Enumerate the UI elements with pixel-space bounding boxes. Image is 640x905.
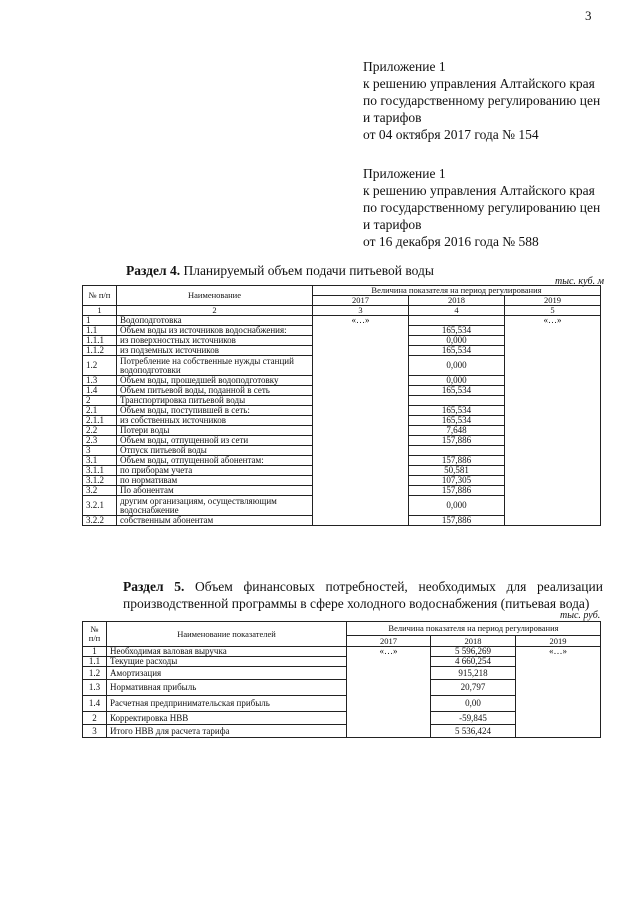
row-number: 1.2 — [83, 356, 117, 376]
row-name: Корректировка НВВ — [107, 712, 347, 725]
appendix-line: от 04 октября 2017 года № 154 — [363, 127, 539, 142]
row-name: Объем воды из источников водоснабжения: — [117, 326, 313, 336]
value-2018 — [409, 396, 505, 406]
row-name: Объем воды, поступившей в сеть: — [117, 406, 313, 416]
row-name: Потери воды — [117, 426, 313, 436]
appendix-line: от 16 декабря 2016 года № 588 — [363, 234, 539, 249]
value-2018: 157,886 — [409, 456, 505, 466]
row-number: 1.1.2 — [83, 346, 117, 356]
row-number: 2.1 — [83, 406, 117, 416]
value-2018: 4 660,254 — [431, 657, 516, 667]
value-2018: 0,000 — [409, 376, 505, 386]
table-row — [83, 647, 601, 657]
value-2018: 0,000 — [409, 496, 505, 516]
row-number: 2.1.1 — [83, 416, 117, 426]
value-2018: 157,886 — [409, 516, 505, 526]
value-2017-placeholder: «…» — [347, 647, 431, 738]
value-2018: 165,534 — [409, 346, 505, 356]
row-name: Необходимая валовая выручка — [107, 647, 347, 657]
row-name: из поверхностных источников — [117, 336, 313, 346]
value-2018: -59,845 — [431, 712, 516, 725]
row-name: Объем питьевой воды, поданной в сеть — [117, 386, 313, 396]
row-number: 3.1 — [83, 456, 117, 466]
row-number: 1.3 — [83, 680, 107, 696]
row-number: 3.1.1 — [83, 466, 117, 476]
value-2018: 165,534 — [409, 386, 505, 396]
row-name: из собственных источников — [117, 416, 313, 426]
row-number: 1.3 — [83, 376, 117, 386]
row-name: Отпуск питьевой воды — [117, 446, 313, 456]
row-name: из подземных источников — [117, 346, 313, 356]
row-number: 1.4 — [83, 696, 107, 712]
appendix-original — [363, 165, 600, 250]
header-year: 2018 — [431, 636, 516, 647]
header-index: 5 — [505, 306, 601, 316]
section4-heading — [126, 262, 434, 279]
appendix-current — [363, 58, 600, 143]
section5-table — [82, 621, 601, 738]
value-2018: 0,000 — [409, 356, 505, 376]
value-2018: 165,534 — [409, 416, 505, 426]
appendix-line: Приложение 1 — [363, 59, 446, 74]
row-name: по приборам учета — [117, 466, 313, 476]
header-year: 2017 — [313, 296, 409, 306]
row-number: 3.1.2 — [83, 476, 117, 486]
value-2018: 5 536,424 — [431, 725, 516, 738]
row-name: По абонентам — [117, 486, 313, 496]
row-name: Амортизация — [107, 667, 347, 680]
value-2018: 915,218 — [431, 667, 516, 680]
header-num: № п/п — [83, 622, 107, 647]
value-2018: 107,305 — [409, 476, 505, 486]
appendix-line: по государственному регулированию цен — [363, 93, 601, 108]
page-number: 3 — [585, 8, 592, 23]
section5-heading — [123, 578, 603, 612]
header-year: 2019 — [516, 636, 601, 647]
row-number: 1.1 — [83, 326, 117, 336]
header-index: 2 — [117, 306, 313, 316]
row-number: 1 — [83, 316, 117, 326]
header-name: Наименование показателей — [107, 622, 347, 647]
value-2018: 5 596,269 — [431, 647, 516, 657]
appendix-line: и тарифов — [363, 217, 422, 232]
row-number: 1.2 — [83, 667, 107, 680]
value-2018: 157,886 — [409, 436, 505, 446]
row-name: Объем воды, отпущенной из сети — [117, 436, 313, 446]
value-2019-placeholder: «…» — [516, 647, 601, 738]
section4-table — [82, 285, 601, 526]
header-index: 4 — [409, 306, 505, 316]
row-number: 1.1.1 — [83, 336, 117, 346]
value-2019-placeholder: «…» — [505, 316, 601, 526]
row-number: 2 — [83, 712, 107, 725]
table-row — [83, 316, 601, 326]
value-2018: 0,00 — [431, 696, 516, 712]
appendix-line: по государственному регулированию цен — [363, 200, 601, 215]
value-2018: 0,000 — [409, 336, 505, 346]
header-year: 2017 — [347, 636, 431, 647]
row-name: другим организациям, осуществляющим водоснабжение — [117, 496, 313, 516]
section4-unit: тыс. куб. м — [555, 276, 604, 287]
row-number: 1.1 — [83, 657, 107, 667]
section5-label: Раздел 5. — [123, 579, 185, 594]
header-index: 1 — [83, 306, 117, 316]
row-number: 2.2 — [83, 426, 117, 436]
row-number: 3.2 — [83, 486, 117, 496]
value-2018: 7,648 — [409, 426, 505, 436]
row-number: 1 — [83, 647, 107, 657]
value-2018: 157,886 — [409, 486, 505, 496]
row-name: Расчетная предпринимательская прибыль — [107, 696, 347, 712]
row-number: 3 — [83, 725, 107, 738]
header-period: Величина показателя на период регулирования — [313, 286, 601, 296]
header-year: 2019 — [505, 296, 601, 306]
header-year: 2018 — [409, 296, 505, 306]
section5-unit: тыс. руб. — [560, 610, 601, 621]
row-number: 2.3 — [83, 436, 117, 446]
section4-title: Планируемый объем подачи питьевой воды — [183, 263, 434, 278]
row-number: 1.4 — [83, 386, 117, 396]
row-number: 2 — [83, 396, 117, 406]
section4-label: Раздел 4. — [126, 263, 181, 278]
header-name: Наименование — [117, 286, 313, 306]
appendix-line: Приложение 1 — [363, 166, 446, 181]
value-2018: 165,534 — [409, 406, 505, 416]
appendix-line: к решению управления Алтайского края — [363, 183, 595, 198]
value-2018: 50,581 — [409, 466, 505, 476]
row-number: 3 — [83, 446, 117, 456]
row-name: Водоподготовка — [117, 316, 313, 326]
value-2017-placeholder: «…» — [313, 316, 409, 526]
row-name: Нормативная прибыль — [107, 680, 347, 696]
appendix-line: и тарифов — [363, 110, 422, 125]
value-2018 — [409, 316, 505, 326]
header-num: № п/п — [83, 286, 117, 306]
row-name: Транспортировка питьевой воды — [117, 396, 313, 406]
row-number: 3.2.1 — [83, 496, 117, 516]
value-2018: 20,797 — [431, 680, 516, 696]
header-period: Величина показателя на период регулирования — [347, 622, 601, 636]
header-index: 3 — [313, 306, 409, 316]
value-2018 — [409, 446, 505, 456]
row-name: Объем воды, отпущенной абонентам: — [117, 456, 313, 466]
row-name: Итого НВВ для расчета тарифа — [107, 725, 347, 738]
row-name: собственным абонентам — [117, 516, 313, 526]
row-name: по нормативам — [117, 476, 313, 486]
row-name: Объем воды, прошедшей водоподготовку — [117, 376, 313, 386]
value-2018: 165,534 — [409, 326, 505, 336]
row-number: 3.2.2 — [83, 516, 117, 526]
section5-title: Объем финансовых потребностей, необходимых для реализации производственной программы в сфере холодного водоснабжения (питьевая вода) — [123, 579, 603, 611]
row-name: Потребление на собственные нужды станций водоподготовки — [117, 356, 313, 376]
row-name: Текущие расходы — [107, 657, 347, 667]
appendix-line: к решению управления Алтайского края — [363, 76, 595, 91]
